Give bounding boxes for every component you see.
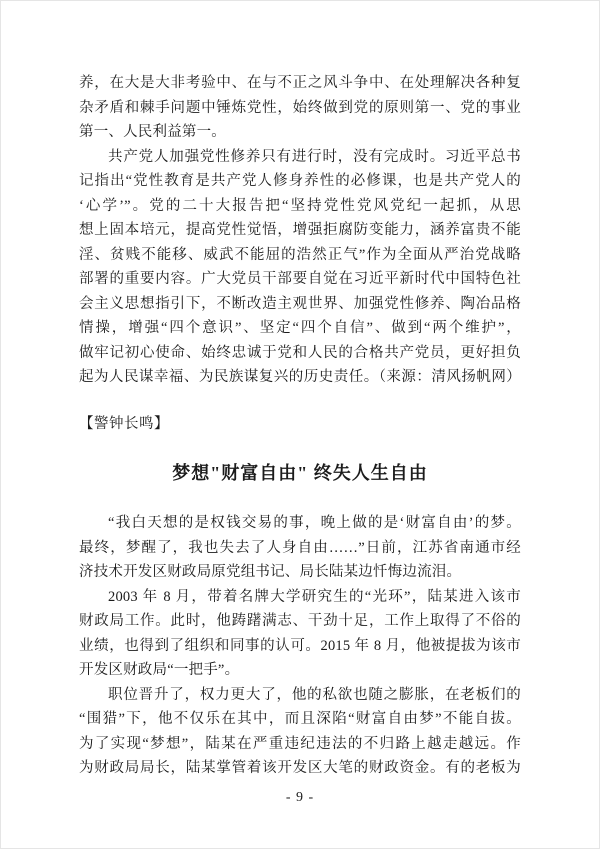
text-line: 想上固本培元，提高党性觉悟，增强拒腐防变能力，涵养富贵不能 [79,222,521,238]
section-header-alarm-bell: 【警钟长鸣】 [79,415,169,432]
text-line: 起为人民谋幸福、为民族谋复兴的历史责任。（来源：清风扬帆网） [79,369,521,385]
paragraph-continuation [79,71,521,145]
text-line: 情操，增强“四个意识”、坚定“四个自信”、做到“两个维护”， [79,320,521,336]
text-line: 业绩，也得到了组织和同事的认可。2015 年 8 月，他被提拔为该市 [79,637,521,654]
text-line: 最终，梦醒了，我也失去了人身自由……”日前，江苏省南通市经 [79,539,521,556]
text-line: 职位晋升了，权力更大了，他的私欲也随之膨胀，在老板们的 [108,686,521,703]
text-line: 为了实现“梦想”，陆某在严重违纪违法的不归路上越走越远。作 [79,735,521,752]
text-line: 记指出“党性教育是共产党人修身养性的必修课，也是共产党人的 [79,173,521,189]
text-line: 杂矛盾和棘手问题中锤炼党性，始终做到党的原则第一、党的事业 [79,99,521,116]
paragraph-party-spirit [79,145,521,390]
paragraph-career [79,585,521,683]
text-line: 养，在大是大非考验中、在与不正之风斗争中、在处理解决各种复 [79,75,521,91]
article-title: 梦想"财富自由" 终失人生自由 [172,463,428,483]
text-line: 部署的重要内容。广大党员干部要自觉在习近平新时代中国特色社 [79,271,521,287]
paragraph-confession [79,511,521,585]
text-line: 济技术开发区财政局原党组书记、局长陆某边忏悔边流泪。 [79,564,462,580]
text-line: 财政局工作。此时，他踌躇满志、干劲十足，工作上取得了不俗的 [79,613,521,629]
text-line: “围猎”下，他不仅乐在其中，而且深陷“财富自由梦”不能自拔。 [79,711,521,727]
text-line: “我白天想的是权钱交易的事，晚上做的是‘财富自由’的梦。 [108,515,521,531]
text-line: ‘心学’”。党的二十大报告把“坚持党性党风党纪一起抓，从思 [79,197,521,214]
page-number: - 9 - [285,789,315,805]
text-line: 开发区财政局“一把手”。 [79,662,240,678]
text-line: 共产党人加强党性修养只有进行时，没有完成时。习近平总书 [108,148,521,165]
text-line: 会主义思想指引下，不断改造主观世界、加强党性修养、陶冶品格 [79,295,521,312]
text-line: 2003 年 8 月，带着名牌大学研究生的“光环”，陆某进入该市 [108,588,521,605]
text-line: 淫、贫贱不能移、威武不能屈的浩然正气”作为全面从严治党战略 [79,246,521,263]
text-line: 为财政局局长，陆某掌管着该开发区大笔的财政资金。有的老板为 [79,760,521,776]
text-line: 做牢记初心使命、始终忠诚于党和人民的合格共产党员，更好担负 [79,344,521,361]
text-line: 第一、人民利益第一。 [79,124,226,140]
article-body [79,511,521,781]
paragraph-corruption [79,683,521,781]
